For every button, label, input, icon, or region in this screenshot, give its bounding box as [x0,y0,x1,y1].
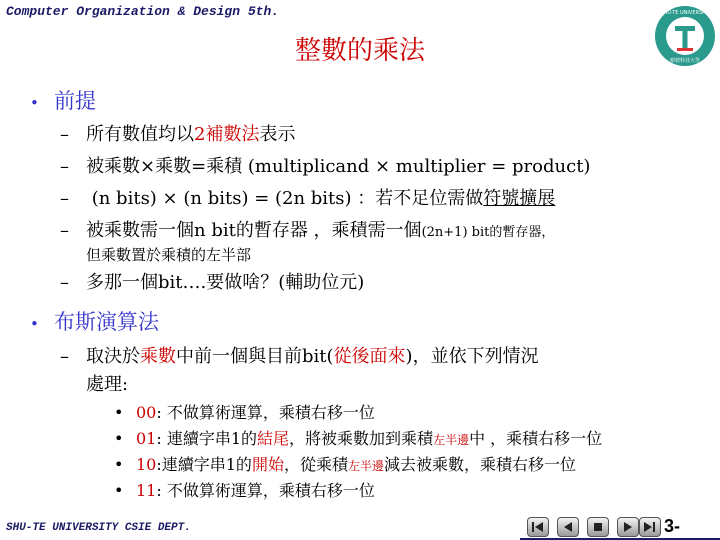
text: (2n+1) bit [421,225,490,240]
bit-code: 01 [136,429,157,448]
bit-code: 10 [136,455,157,474]
text: 減去被乘數，乘積右移一位 [383,455,576,474]
highlight: 左半邊 [347,459,384,473]
bullet-dot-icon: • [114,455,124,474]
nav-last-button[interactable] [639,517,661,537]
dash-icon: – [60,124,69,145]
list-item [60,216,554,242]
text: )，並依下列情況 [405,346,539,367]
text: 表示 [259,124,296,145]
text: 被乘數需一個n bit的暫存器 ，乘積 [86,220,368,241]
bullet-premise [30,85,96,115]
highlight: 乘數 [140,346,176,367]
course-header: Computer Organization & Design 5th. [6,4,280,19]
text: ，從乘積 [283,455,348,474]
list-item [60,152,590,178]
stop-icon [591,521,605,533]
slide-title: 整數的乘法 [294,36,425,66]
list-item [114,426,602,449]
text: 的暫存器， [489,225,555,240]
last-icon [643,521,657,533]
bullet-label: 前提 [54,89,96,113]
bullet-dot-icon: • [30,94,39,112]
highlight: 2補數法 [194,124,260,145]
text: (n bits) × (n bits) = (2n bits) ：若不足位需做 [86,188,484,209]
list-item [60,120,295,146]
bit-code: 11 [136,481,157,500]
text: 中前一個與目前bit( [176,346,334,367]
text: : 連續字串1的 [156,429,258,448]
list-item [60,342,539,368]
bullet-label: 布斯演算法 [54,310,159,334]
dash-icon: – [60,220,69,241]
nav-stop-button[interactable] [587,517,609,537]
nav-back-button[interactable] [557,517,579,537]
nav-forward-button[interactable] [617,517,639,537]
svg-text:SHU-TE UNIVERSITY: SHU-TE UNIVERSITY [660,10,710,16]
text: 所有數值均以 [86,124,194,145]
dash-icon: – [60,346,69,367]
highlight: 從後面來 [333,346,406,367]
bullet-dot-icon: • [114,481,124,500]
bit-code: 00 [136,403,157,422]
list-item [114,478,375,501]
list-item-continuation: 但乘數置於乘積的左半部 [86,246,252,264]
highlight: 左半邊 [433,433,470,447]
back-icon [561,521,575,533]
forward-icon [621,521,635,533]
first-icon [531,521,545,533]
dash-icon: – [60,156,69,177]
text: 被乘數×乘數=乘積 (multiplicand × multiplier = product) [86,156,591,177]
text: : 不做算術運算，乘積右移一位 [156,403,375,422]
dash-icon: – [60,272,69,293]
bullet-booth [30,306,159,336]
bullet-dot-icon: • [114,403,124,422]
highlight: 開始 [251,455,284,474]
text: : 不做算術運算，乘積右移一位 [156,481,375,500]
highlight: 結尾 [257,429,290,448]
footer-dept: SHU-TE UNIVERSITY CSIE DEPT. [6,522,191,534]
text: 多那一個bit….要做啥？(輔助位元) [86,272,365,293]
svg-text:樹德科技大學: 樹德科技大學 [669,58,701,64]
list-item [60,184,555,210]
list-item [114,400,375,423]
nav-first-button[interactable] [527,517,549,537]
text: 取決於 [86,346,140,367]
text: :連續字串1的 [156,455,252,474]
underlined-term: 符號擴展 [483,188,556,209]
dash-icon: – [60,188,69,209]
text: 中 ，乘積右移一位 [469,429,603,448]
page-number: 3- [664,516,681,536]
text: ，將被乘數加到乘積 [289,429,434,448]
bullet-dot-icon: • [114,429,124,448]
list-item [60,268,364,294]
bullet-dot-icon: • [30,315,39,333]
text: 需一個 [367,220,422,241]
list-item-continuation: 處理: [86,374,129,395]
list-item [114,452,576,475]
